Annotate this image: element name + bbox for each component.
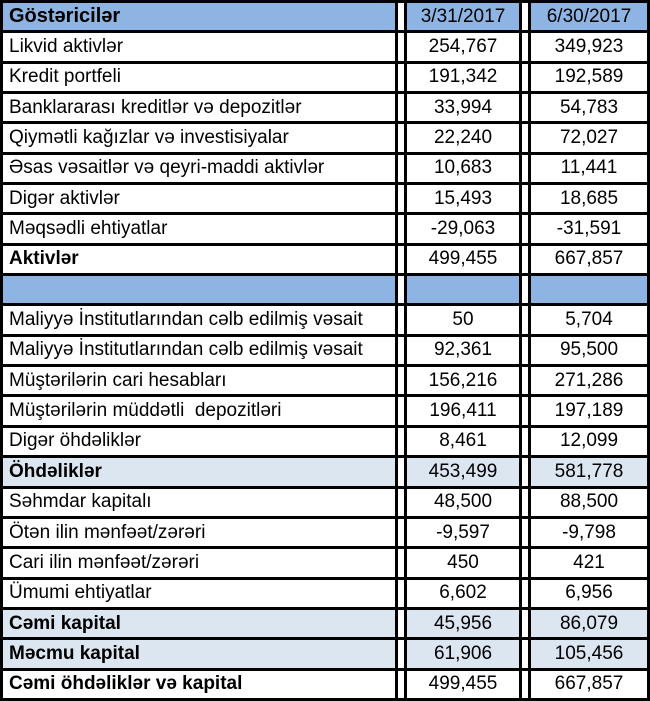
row-label: Ötən ilin mənfəət/zərəri	[3, 519, 398, 546]
table-header-row	[3, 3, 647, 30]
value-q1: 92,361	[404, 337, 522, 364]
header-indicator-label: Göstəricilər	[3, 3, 398, 30]
value-q2: 197,189	[528, 397, 647, 424]
value-q1: 156,216	[404, 367, 522, 394]
value-q2	[528, 276, 647, 303]
table-row	[3, 121, 647, 151]
value-q2: 6,956	[528, 580, 647, 607]
value-q1: 254,767	[404, 33, 522, 60]
table-row	[3, 516, 647, 546]
value-q1: 8,461	[404, 428, 522, 455]
value-q2: -31,591	[528, 215, 647, 242]
value-q2: 192,589	[528, 64, 647, 91]
value-q1: 453,499	[404, 458, 522, 485]
row-label: Maliyyə İnstitutlarından cəlb edilmiş vəsait	[3, 306, 398, 333]
value-q1: -29,063	[404, 215, 522, 242]
table-row	[3, 364, 647, 394]
table-row	[3, 30, 647, 60]
row-label: Digər aktivlər	[3, 185, 398, 212]
value-q2: 88,500	[528, 489, 647, 516]
value-q1: 499,455	[404, 246, 522, 273]
row-label: Maliyyə İnstitutlarından cəlb edilmiş vəsait	[3, 337, 398, 364]
table-row	[3, 182, 647, 212]
table-row	[3, 577, 647, 607]
table-row	[3, 607, 647, 637]
value-q2: 5,704	[528, 306, 647, 333]
value-q2: 72,027	[528, 124, 647, 151]
table-row	[3, 334, 647, 364]
table-row	[3, 212, 647, 242]
value-q1: 33,994	[404, 94, 522, 121]
row-label: Öhdəliklər	[3, 458, 398, 485]
value-q1: 499,455	[404, 671, 522, 698]
row-label: Qiymətli kağızlar və investisiyalar	[3, 124, 398, 151]
value-q1: 50	[404, 306, 522, 333]
value-q2: 12,099	[528, 428, 647, 455]
row-label: Səhmdar kapitalı	[3, 489, 398, 516]
value-q1: -9,597	[404, 519, 522, 546]
table-row	[3, 243, 647, 273]
table-row	[3, 91, 647, 121]
row-label: Kredit portfeli	[3, 64, 398, 91]
value-q1: 61,906	[404, 640, 522, 667]
value-q2: 667,857	[528, 671, 647, 698]
row-label: Müştərilərin cari hesabları	[3, 367, 398, 394]
value-q2: 105,456	[528, 640, 647, 667]
table-spacer-row	[3, 273, 647, 303]
value-q1: 45,956	[404, 610, 522, 637]
value-q1: 48,500	[404, 489, 522, 516]
value-q1: 196,411	[404, 397, 522, 424]
table-row	[3, 455, 647, 485]
row-label: Cəmi kapital	[3, 610, 398, 637]
value-q2: 11,441	[528, 155, 647, 182]
value-q2: 54,783	[528, 94, 647, 121]
value-q2: 271,286	[528, 367, 647, 394]
table-row	[3, 546, 647, 576]
header-date-q2: 6/30/2017	[528, 3, 647, 30]
value-q1: 191,342	[404, 64, 522, 91]
table-row	[3, 486, 647, 516]
value-q1: 22,240	[404, 124, 522, 151]
value-q1: 450	[404, 549, 522, 576]
table-row	[3, 637, 647, 667]
table-row	[3, 668, 647, 698]
header-date-q1: 3/31/2017	[404, 3, 522, 30]
value-q1: 6,602	[404, 580, 522, 607]
table-row	[3, 152, 647, 182]
value-q1: 10,683	[404, 155, 522, 182]
row-label	[3, 276, 398, 303]
row-label: Digər öhdəliklər	[3, 428, 398, 455]
value-q1	[404, 276, 522, 303]
row-label: Məcmu kapital	[3, 640, 398, 667]
row-label: Cəmi öhdəliklər və kapital	[3, 671, 398, 698]
table-row	[3, 425, 647, 455]
value-q2: 86,079	[528, 610, 647, 637]
row-label: Müştərilərin müddətli depozitləri	[3, 397, 398, 424]
value-q1: 15,493	[404, 185, 522, 212]
table-row	[3, 394, 647, 424]
value-q2: 18,685	[528, 185, 647, 212]
value-q2: -9,798	[528, 519, 647, 546]
table-row	[3, 61, 647, 91]
row-label: Məqsədli ehtiyatlar	[3, 215, 398, 242]
value-q2: 95,500	[528, 337, 647, 364]
row-label: Likvid aktivlər	[3, 33, 398, 60]
row-label: Banklararası kreditlər və depozitlər	[3, 94, 398, 121]
table-row	[3, 303, 647, 333]
value-q2: 349,923	[528, 33, 647, 60]
row-label: Əsas vəsaitlər və qeyri-maddi aktivlər	[3, 155, 398, 182]
value-q2: 581,778	[528, 458, 647, 485]
row-label: Cari ilin mənfəət/zərəri	[3, 549, 398, 576]
value-q2: 421	[528, 549, 647, 576]
value-q2: 667,857	[528, 246, 647, 273]
row-label: Ümumi ehtiyatlar	[3, 580, 398, 607]
row-label: Aktivlər	[3, 246, 398, 273]
